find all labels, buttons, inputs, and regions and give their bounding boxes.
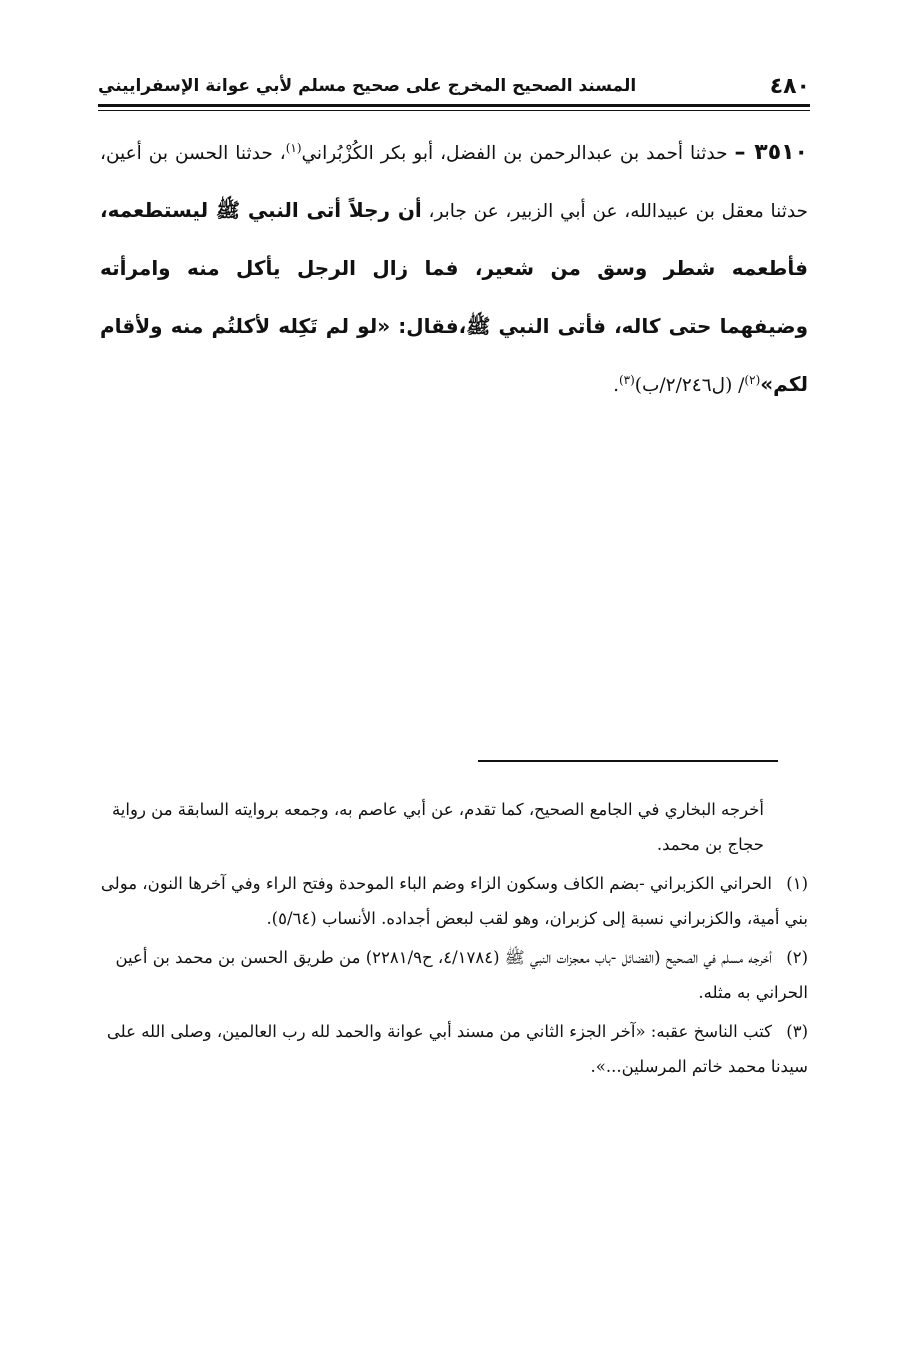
footnote-1-marker: (١) (786, 874, 808, 893)
hadith-number: ٣٥١٠ – (734, 140, 808, 165)
header-rule-thin (98, 110, 810, 111)
footnote-ref-2: (٢) (744, 372, 761, 387)
isnad-part-1: حدثنا أحمد بن عبدالرحمن بن الفضل، أبو بكر الكُزْبُراني (301, 143, 728, 164)
hadith-end: . (613, 375, 619, 396)
running-title: المسند الصحيح المخرج على صحيح مسلم لأبي عوانة الإسفراييني (98, 76, 637, 96)
footnote-separator (478, 760, 778, 762)
page-header (98, 72, 810, 106)
footnote-ref-3: (٣) (618, 372, 635, 387)
footnote-2-marker: (٢) (786, 948, 808, 967)
isnad-part-2: ، حدثنا الحسن بن أعين، حدثنا معقل بن عبيدالله، عن أبي الزبير، عن جابر، (100, 143, 808, 222)
page-number: ٤٨٠ (769, 74, 810, 99)
manuscript-folio-ref: / (ل٢/٢٤٦/ب) (634, 375, 745, 396)
footnote-3 (100, 1014, 808, 1084)
hadith-matn: أن رجلاً أتى النبي ﷺ ليستطعمه، فأطعمه شطر وسق من شعير، فما زال الرجل يأكل منه وامرأته وضيفهما حتى كاله، فأتى النبي ﷺ،فقال: «لو لم تَكِله لأكلتُم منه ولأقام لكم» (100, 198, 808, 396)
footnote-3-marker: (٣) (786, 1022, 808, 1041)
footnote-3-text: كتب الناسخ عقبه: «آخر الجزء الثاني من مسند أبي عوانة والحمد لله رب العالمين، وصلى الله على سيدنا محمد خاتم المرسلين...». (106, 1022, 808, 1076)
header-rule-thick (98, 104, 810, 107)
hadith-text (100, 125, 808, 414)
footnote-continuation: أخرجه البخاري في الجامع الصحيح، كما تقدم، عن أبي عاصم به، وجمعه بروايته السابقة من رواية حجاج بن محمد. (111, 800, 764, 854)
footnote-ref-1: (١) (285, 140, 302, 155)
footnote-1-text: الحراني الكزبراني -بضم الكاف وسكون الزاء وضم الباء الموحدة وفتح الراء وفي آخرها النون، مولى بني أمية، والكزبراني نسبة إلى كزبران، وهو لقب لبعض أجداده. الأنساب (٥/٦٤). (100, 874, 808, 928)
footnote-2 (100, 940, 808, 1010)
footnote-2-text: أخرجه مسلم في الصحيح (الفضائل -باب معجزات النبي ﷺ (٤/١٧٨٤، ح٢٢٨١/٩) من طريق الحسن بن محمد بن أعين الحراني به مثله. (115, 948, 808, 1002)
footnote-1 (100, 866, 808, 936)
footnotes (100, 792, 808, 1088)
